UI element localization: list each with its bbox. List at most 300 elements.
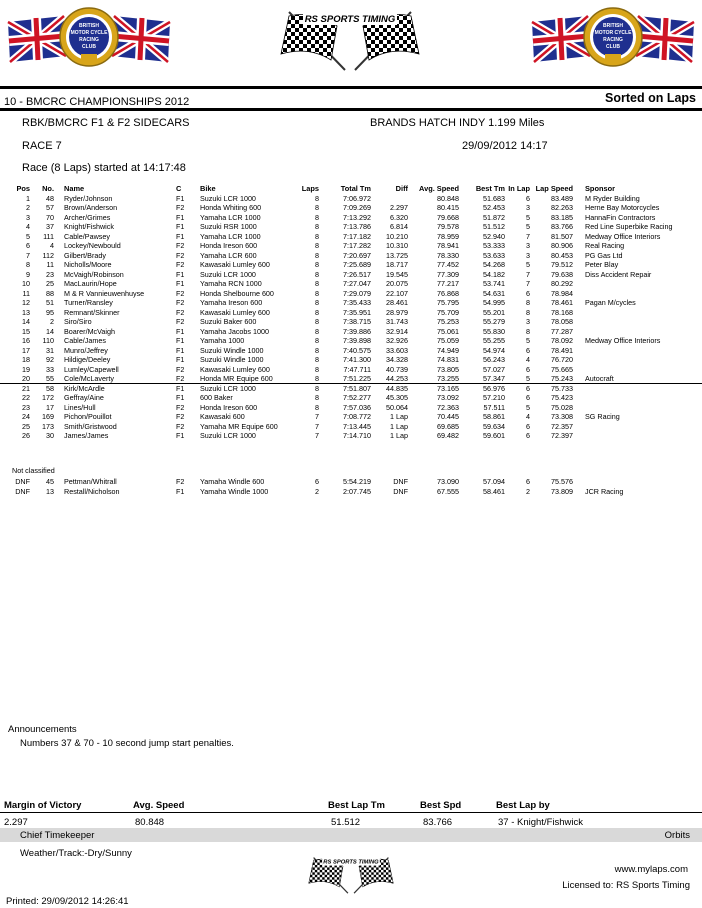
cell-avg-speed: 79.578 (437, 222, 459, 231)
cell-laps: 8 (315, 345, 319, 355)
rs-logo-text: RS SPORTS TIMING (304, 14, 396, 25)
cell-total-time: 7:39.898 (343, 336, 371, 345)
table-row (0, 270, 702, 280)
header-rule-bottom (0, 108, 702, 111)
cell-laps: 8 (315, 222, 319, 231)
cell-pos: 15 (22, 326, 30, 336)
cell-laps: 8 (315, 203, 319, 212)
cell-no: 31 (46, 345, 54, 355)
cell-lap-speed: 75.665 (551, 364, 573, 374)
cell-best-time: 51.512 (483, 222, 505, 231)
cell-class: F1 (176, 269, 185, 279)
cell-avg-speed: 77.452 (437, 260, 459, 269)
cell-in-lap: 6 (526, 393, 530, 402)
race-date: 29/09/2012 14:17 (462, 140, 548, 152)
cell-name: Lockey/Newbould (64, 241, 121, 250)
cell-in-lap: 6 (526, 345, 530, 355)
table-row (0, 213, 702, 223)
cell-name: Remnant/Skinner (64, 307, 120, 317)
cell-lap-speed: 72.357 (551, 421, 573, 431)
cell-avg-speed: 73.092 (437, 393, 459, 402)
col-no: No. (42, 184, 54, 193)
table-row (0, 477, 702, 487)
col-sponsor: Sponsor (585, 184, 615, 193)
cell-lap-speed: 78.168 (551, 307, 573, 317)
cell-diff: 1 Lap (390, 421, 408, 431)
col-in-lap: In Lap (508, 184, 530, 193)
cell-laps: 8 (315, 355, 319, 364)
cell-bike: Suzuki LCR 1000 (200, 383, 256, 393)
cell-name: Pettman/Whitrall (64, 477, 117, 486)
cell-pos: 22 (22, 393, 30, 402)
cell-pos: 19 (22, 364, 30, 374)
summary-bestby-value: 37 - Knight/Fishwick (498, 817, 584, 828)
cell-name: Cable/Pawsey (64, 231, 110, 241)
cell-in-lap: 4 (526, 355, 530, 364)
cell-pos: 13 (22, 307, 30, 317)
cell-lap-speed: 82.263 (551, 203, 573, 212)
cell-class: F2 (176, 288, 185, 298)
cell-sponsor: Real Racing (585, 241, 625, 250)
cell-avg-speed: 77.309 (437, 269, 459, 279)
cell-lap-speed: 80.906 (551, 241, 573, 250)
cell-sponsor: HannaFin Contractors (585, 212, 656, 222)
cell-lap-speed: 75.423 (551, 393, 573, 402)
cell-bike: Yamaha LCR 600 (200, 250, 257, 260)
table-row (0, 194, 702, 204)
cell-laps: 8 (315, 317, 319, 326)
cell-best-time: 57.094 (483, 477, 505, 486)
summary-bestlap-value: 51.512 (331, 817, 361, 828)
cell-no: 11 (46, 260, 54, 269)
union-flag-left (8, 16, 66, 62)
summary-margin-value: 2.297 (4, 817, 28, 828)
cell-pos: 1 (26, 193, 30, 203)
cell-lap-speed: 81.507 (551, 231, 573, 241)
table-row (0, 336, 702, 346)
cell-lap-speed: 83.766 (551, 222, 573, 231)
table-row (0, 222, 702, 232)
summary-bestby-label: Best Lap by (496, 800, 550, 811)
cell-sponsor: Pagan M/cycles (585, 298, 636, 307)
cell-diff: 45.305 (386, 393, 408, 402)
cell-pos: 25 (22, 421, 30, 431)
table-row (0, 308, 702, 318)
cell-total-time: 7:39.886 (343, 326, 371, 336)
cell-class: F2 (176, 241, 185, 250)
not-classified-table (0, 477, 702, 496)
cell-class: F1 (176, 222, 185, 231)
cell-pos: DNF (15, 486, 30, 496)
table-row (0, 487, 702, 497)
cell-no: 13 (46, 486, 54, 496)
cell-no: 110 (42, 336, 54, 345)
cell-avg-speed: 69.482 (437, 431, 459, 440)
cell-total-time: 7:20.697 (343, 250, 371, 260)
cell-diff: 50.064 (386, 402, 408, 412)
cell-avg-speed: 76.868 (437, 288, 459, 298)
cell-lap-speed: 73.308 (551, 412, 573, 421)
table-row (0, 422, 702, 432)
cell-diff: 22.107 (386, 288, 408, 298)
club-badge (60, 8, 118, 66)
cell-in-lap: 3 (526, 250, 530, 260)
cell-avg-speed: 75.061 (437, 326, 459, 336)
cell-no: 58 (46, 383, 54, 393)
table-row (0, 374, 702, 384)
cell-no: 55 (46, 374, 54, 383)
licensed-to: Licensed to: RS Sports Timing (562, 880, 690, 891)
cell-pos: 3 (26, 212, 30, 222)
cell-sponsor: SG Racing (585, 412, 620, 421)
cell-lap-speed: 80.292 (551, 279, 573, 288)
cell-pos: 8 (26, 260, 30, 269)
cell-no: 57 (46, 203, 54, 212)
cell-in-lap: 6 (526, 431, 530, 440)
cell-avg-speed: 74.831 (437, 355, 459, 364)
cell-avg-speed: 67.555 (437, 486, 459, 496)
cell-laps: 8 (315, 402, 319, 412)
col-name: Name (64, 184, 85, 193)
cell-pos: 14 (22, 317, 30, 326)
cell-laps: 8 (315, 364, 319, 374)
cell-bike: Yamaha Ireson 600 (200, 298, 263, 307)
cell-total-time: 7:40.575 (343, 345, 371, 355)
cell-bike: Suzuki LCR 1000 (200, 431, 256, 440)
cell-best-time: 57.347 (483, 374, 505, 383)
cell-no: 30 (46, 431, 54, 440)
cell-class: F2 (176, 250, 185, 260)
cell-class: F2 (176, 307, 185, 317)
cell-pos: 9 (26, 269, 30, 279)
club-text-2: MOTOR CYCLE (70, 30, 108, 36)
cell-class: F1 (176, 212, 185, 222)
cell-in-lap: 7 (526, 231, 530, 241)
cell-laps: 8 (315, 231, 319, 241)
cell-laps: 2 (315, 486, 319, 496)
cell-bike: Yamaha Jacobs 1000 (200, 326, 269, 336)
cell-best-time: 54.974 (483, 345, 505, 355)
results-body (0, 194, 702, 441)
cell-lap-speed: 79.638 (551, 269, 573, 279)
cell-class: F1 (176, 231, 185, 241)
summary-margin-label: Margin of Victory (4, 800, 82, 811)
cell-class: F1 (176, 355, 185, 364)
cell-laps: 6 (315, 477, 319, 486)
cell-best-time: 52.453 (483, 203, 505, 212)
rs-sports-timing-logo (275, 8, 425, 76)
cell-lap-speed: 77.287 (551, 326, 573, 336)
cell-name: Brown/Anderson (64, 203, 118, 212)
cell-pos: 21 (22, 383, 30, 393)
cell-lap-speed: 83.185 (551, 212, 573, 222)
cell-no: 48 (46, 193, 54, 203)
cell-class: F1 (176, 326, 185, 336)
cell-name: Turner/Ransley (64, 298, 113, 307)
cell-laps: 8 (315, 374, 319, 383)
cell-avg-speed: 73.090 (437, 477, 459, 486)
cell-laps: 8 (315, 241, 319, 250)
cell-best-time: 57.511 (483, 402, 505, 412)
cell-sponsor: Herne Bay Motorcycles (585, 203, 660, 212)
cell-bike: Honda Ireson 600 (200, 241, 258, 250)
cell-pos: 26 (22, 431, 30, 440)
club-text-4: CLUB (82, 44, 96, 50)
cell-no: 172 (42, 393, 54, 402)
cell-lap-speed: 75.243 (551, 374, 573, 383)
table-row (0, 232, 702, 242)
cell-best-time: 55.830 (483, 326, 505, 336)
cell-diff: 2.297 (390, 203, 408, 212)
cell-no: 45 (46, 477, 54, 486)
cell-diff: 44.253 (386, 374, 408, 383)
cell-avg-speed: 73.255 (437, 374, 459, 383)
cell-diff: 31.743 (386, 317, 408, 326)
table-row (0, 279, 702, 289)
cell-diff: DNF (393, 486, 408, 496)
cell-best-time: 53.333 (483, 241, 505, 250)
cell-avg-speed: 72.363 (437, 402, 459, 412)
cell-avg-speed: 75.059 (437, 336, 459, 345)
cell-sponsor: Autocraft (585, 374, 614, 383)
club-text-1: BRITISH (603, 23, 623, 29)
cell-pos: 17 (22, 345, 30, 355)
cell-name: Knight/Fishwick (64, 222, 114, 231)
orbits-label: Orbits (664, 830, 690, 841)
cell-bike: Kawasaki Lumley 600 (200, 307, 270, 317)
cell-pos: 20 (22, 374, 30, 383)
cell-sponsor: Medway Office Interiors (585, 336, 661, 345)
cell-bike: Suzuki Baker 600 (200, 317, 257, 326)
cell-avg-speed: 74.949 (437, 345, 459, 355)
club-text-1: BRITISH (79, 23, 99, 29)
summary-avg-label: Avg. Speed (133, 800, 185, 811)
cell-bike: Suzuki RSR 1000 (200, 222, 257, 231)
cell-avg-speed: 78.959 (437, 231, 459, 241)
cell-lap-speed: 75.576 (551, 477, 573, 486)
cell-total-time: 7:14.710 (343, 431, 371, 440)
cell-best-time: 54.995 (483, 298, 505, 307)
cell-laps: 8 (315, 279, 319, 288)
cell-lap-speed: 78.461 (551, 298, 573, 307)
cell-in-lap: 6 (526, 193, 530, 203)
race-start: Race (8 Laps) started at 14:17:48 (22, 162, 186, 174)
table-row (0, 327, 702, 337)
cell-best-time: 54.182 (483, 269, 505, 279)
cell-bike: Kawasaki Lumley 600 (200, 364, 270, 374)
club-text-2: MOTOR CYCLE (594, 30, 632, 36)
cell-best-time: 52.940 (483, 231, 505, 241)
cell-in-lap: 6 (526, 421, 530, 431)
cell-in-lap: 5 (526, 402, 530, 412)
table-row (0, 289, 702, 299)
cell-in-lap: 3 (526, 317, 530, 326)
cell-total-time: 7:47.711 (343, 364, 371, 374)
cell-class: F1 (176, 431, 185, 440)
cell-in-lap: 5 (526, 260, 530, 269)
cell-lap-speed: 80.453 (551, 250, 573, 260)
cell-no: 88 (46, 288, 54, 298)
cell-laps: 8 (315, 393, 319, 402)
cell-bike: Suzuki LCR 1000 (200, 269, 256, 279)
cell-laps: 8 (315, 307, 319, 317)
cell-no: 111 (43, 231, 54, 241)
cell-total-time: 7:38.715 (343, 317, 371, 326)
col-laps: Laps (301, 184, 319, 193)
cell-avg-speed: 69.685 (437, 421, 459, 431)
summary-bestspd-label: Best Spd (420, 800, 462, 811)
cell-bike: 600 Baker (200, 393, 233, 402)
announcements-heading: Announcements (8, 724, 77, 735)
cell-lap-speed: 75.028 (551, 402, 573, 412)
cell-pos: 5 (26, 231, 30, 241)
cell-best-time: 55.201 (483, 307, 505, 317)
cell-in-lap: 5 (526, 212, 530, 222)
table-row (0, 412, 702, 422)
table-row (0, 355, 702, 365)
cell-class: F2 (176, 374, 185, 383)
cell-total-time: 7:13.445 (343, 421, 371, 431)
cell-no: 14 (46, 326, 54, 336)
cell-name: Kirk/McArdle (64, 383, 105, 393)
cell-avg-speed: 77.217 (437, 279, 459, 288)
sort-label: Sorted on Laps (605, 91, 696, 105)
cell-total-time: 7:09.269 (343, 203, 371, 212)
cell-bike: Honda MR Equipe 600 (200, 374, 273, 383)
col-class: C (176, 184, 182, 193)
cell-diff: 10.210 (386, 231, 408, 241)
cell-laps: 7 (315, 412, 319, 421)
cell-no: 169 (42, 412, 54, 421)
cell-lap-speed: 78.092 (551, 336, 573, 345)
cell-lap-speed: 79.512 (551, 260, 573, 269)
cell-total-time: 7:29.079 (343, 288, 371, 298)
cell-name: Smith/Gristwood (64, 421, 117, 431)
cell-name: Hildige/Deeley (64, 355, 111, 364)
cell-class: F2 (176, 364, 185, 374)
table-row (0, 346, 702, 356)
table-row (0, 203, 702, 213)
cell-total-time: 7:13.292 (343, 212, 371, 222)
cell-bike: Honda Whiting 600 (200, 203, 262, 212)
col-lap-speed: Lap Speed (535, 184, 573, 193)
table-row (0, 393, 702, 403)
cell-avg-speed: 78.941 (437, 241, 459, 250)
cell-no: 51 (46, 298, 54, 307)
cell-bike: Suzuki Windle 1000 (200, 355, 264, 364)
table-row (0, 251, 702, 261)
union-flag-right (112, 16, 170, 62)
cell-diff: 28.979 (386, 307, 408, 317)
cell-pos: 2 (26, 203, 30, 212)
cell-total-time: 7:57.036 (343, 402, 371, 412)
cell-bike: Yamaha Windle 600 (200, 477, 265, 486)
cell-total-time: 5:54.219 (343, 477, 371, 486)
cell-total-time: 7:06.972 (343, 193, 371, 203)
cell-name: MacLaurin/Hope (64, 279, 117, 288)
cell-name: Nicholls/Moore (64, 260, 112, 269)
cell-diff: 6.320 (390, 212, 408, 222)
cell-name: Lumley/Capewell (64, 364, 119, 374)
cell-class: F2 (176, 412, 185, 421)
cell-name: Cable/James (64, 336, 106, 345)
cell-total-time: 7:25.689 (343, 260, 371, 269)
cell-best-time: 54.631 (483, 288, 505, 298)
cell-in-lap: 7 (526, 269, 530, 279)
cell-best-time: 59.634 (483, 421, 505, 431)
cell-pos: 7 (26, 250, 30, 260)
cell-in-lap: 5 (526, 374, 530, 383)
cell-bike: Kawasaki 600 (200, 412, 245, 421)
cell-pos: 12 (22, 298, 30, 307)
website: www.mylaps.com (614, 864, 688, 875)
results-table (0, 184, 702, 441)
cell-best-time: 51.872 (483, 212, 505, 222)
cell-in-lap: 8 (526, 326, 530, 336)
cell-total-time: 7:35.433 (343, 298, 371, 307)
cell-name: Lines/Hull (64, 402, 96, 412)
cell-diff: 34.328 (386, 355, 408, 364)
timekeeper-bar (0, 828, 702, 842)
cell-best-time: 55.255 (483, 336, 505, 345)
cell-diff: 32.926 (386, 336, 408, 345)
cell-best-time: 58.461 (483, 486, 505, 496)
cell-name: Gilbert/Brady (64, 250, 106, 260)
cell-sponsor: Medway Office Interiors (585, 231, 661, 241)
cell-diff: 40.739 (386, 364, 408, 374)
cell-no: 33 (46, 364, 54, 374)
cell-class: F2 (176, 402, 185, 412)
cell-avg-speed: 75.795 (437, 298, 459, 307)
cell-pos: 24 (22, 412, 30, 421)
cell-in-lap: 2 (526, 486, 530, 496)
club-text-4: CLUB (606, 44, 620, 50)
cell-best-time: 55.279 (483, 317, 505, 326)
cell-best-time: 58.861 (483, 412, 505, 421)
cell-sponsor: Peter Blay (585, 260, 619, 269)
cell-no: 70 (46, 212, 54, 222)
not-classified-body (0, 477, 702, 496)
cell-name: Siro/Siro (64, 317, 92, 326)
cell-total-time: 7:41.300 (343, 355, 371, 364)
cell-lap-speed: 78.984 (551, 288, 573, 298)
cell-best-time: 57.210 (483, 393, 505, 402)
cell-best-time: 53.741 (483, 279, 505, 288)
cell-sponsor: Red Line Superbike Racing (585, 222, 673, 231)
race-number: RACE 7 (22, 140, 62, 152)
cell-total-time: 7:27.047 (343, 279, 371, 288)
cell-best-time: 56.243 (483, 355, 505, 364)
cell-class: F2 (176, 260, 185, 269)
cell-diff: 28.461 (386, 298, 408, 307)
cell-avg-speed: 70.445 (437, 412, 459, 421)
cell-diff: 13.725 (386, 250, 408, 260)
announcements-text: Numbers 37 & 70 - 10 second jump start penalties. (20, 738, 234, 749)
cell-class: F2 (176, 421, 185, 431)
cell-laps: 8 (315, 336, 319, 345)
cell-pos: 4 (26, 222, 30, 231)
cell-name: James/James (64, 431, 109, 440)
table-row (0, 403, 702, 413)
cell-no: 92 (46, 355, 54, 364)
summary-avg-value: 80.848 (135, 817, 165, 828)
table-row (0, 241, 702, 251)
cell-sponsor: Diss Accident Repair (585, 269, 652, 279)
cell-in-lap: 8 (526, 298, 530, 307)
cell-bike: Honda Shelbourne 600 (200, 288, 274, 298)
union-flag-right (636, 16, 694, 62)
cell-no: 173 (42, 421, 54, 431)
